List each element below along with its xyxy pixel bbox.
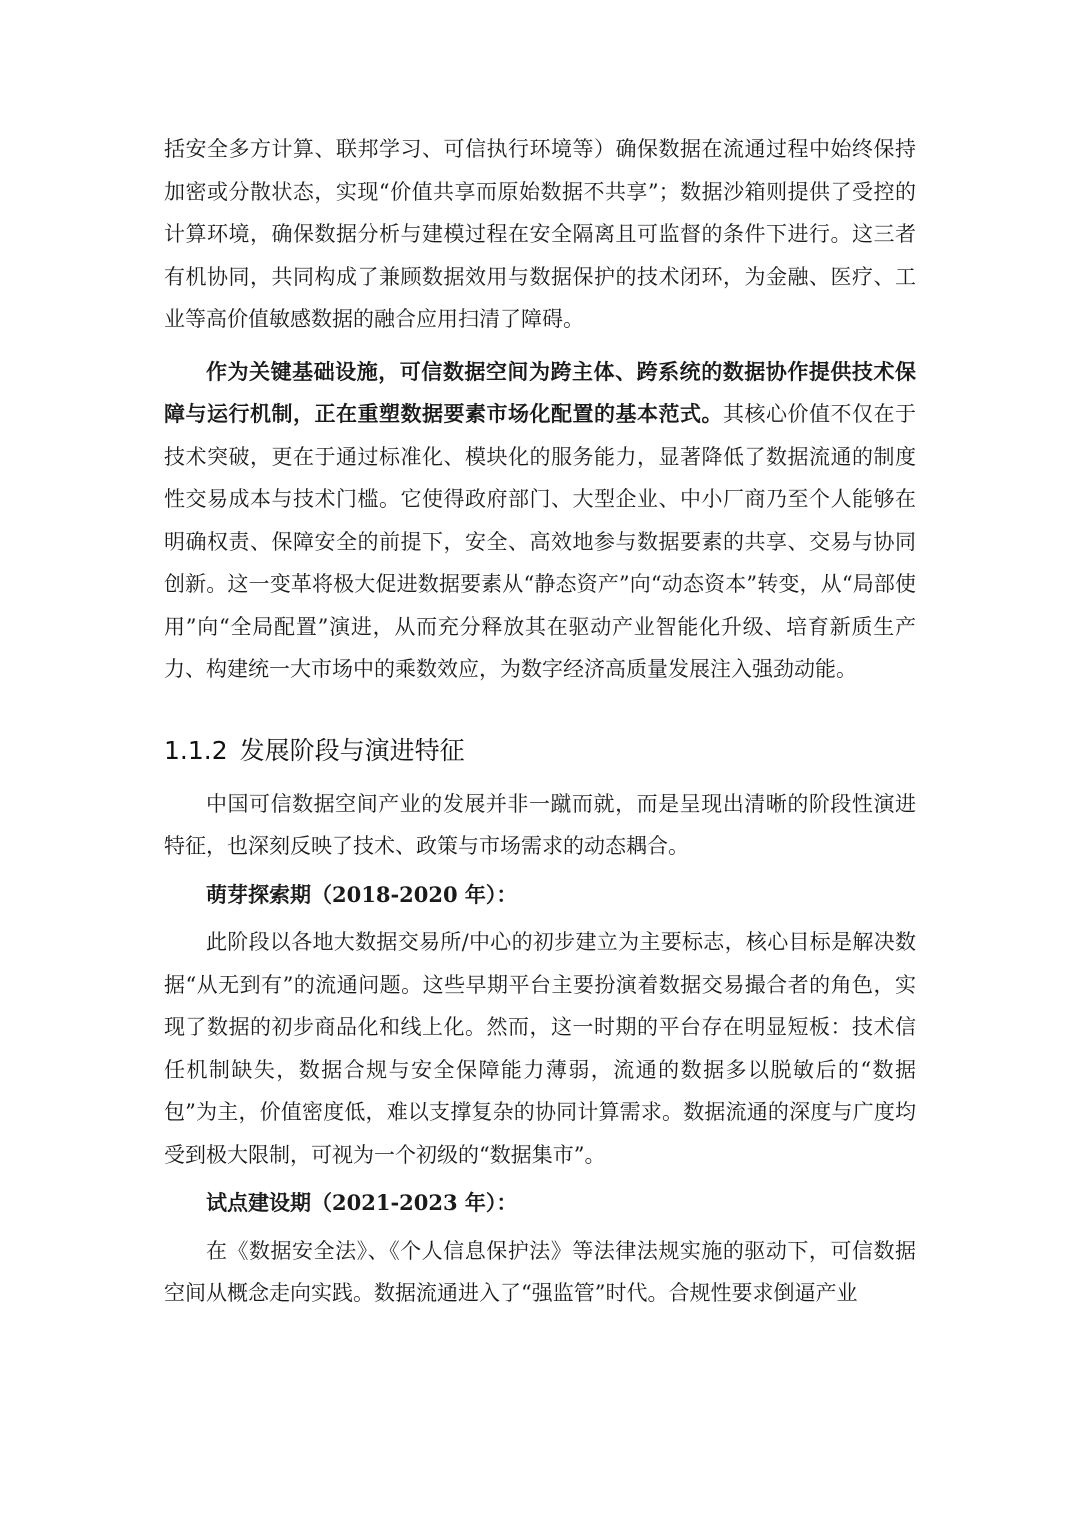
paragraph-continuation: 括安全多方计算、联邦学习、可信执行环境等）确保数据在流通过程中始终保持加密或分散状态，实现“价值共享而原始数据不共享”；数据沙箱则提供了受控的计算环境，确保数据分析与建模过程在安全隔离且可监督的条件下进行。这三者有机协同，共同构成了兼顾数据效用与数据保护的技术闭环，为金融、医疗、工业等高价值敏感数据的融合应用扫清了障碍。 <box>164 137 916 331</box>
phase1-title: 萌芽探索期（2018-2020 年）： <box>206 881 518 907</box>
section-title: 发展阶段与演进特征 <box>239 735 465 765</box>
phase2-body: 在《数据安全法》、《个人信息保护法》等法律法规实施的驱动下，可信数据空间从概念走向实践。数据流通进入了“强监管”时代。合规性要求倒逼产业 <box>164 1238 916 1305</box>
phase2-title: 试点建设期（2021-2023 年）： <box>206 1190 518 1215</box>
document-page <box>164 128 916 1315</box>
section-heading <box>164 731 916 771</box>
section-intro-paragraph: 中国可信数据空间产业的发展并非一蹴而就，而是呈现出清晰的阶段性演进特征，也深刻反映了技术、政策与市场需求的动态耦合。 <box>164 791 916 858</box>
paragraph-core-value-bold: 作为关键基础设施，可信数据空间为跨主体、跨系统的数据协作提供技术保障与运行机制，正在重塑数据要素市场化配置的基本范式。 <box>164 358 916 426</box>
phase1-body: 此阶段以各地大数据交易所/中心的初步建立为主要标志，核心目标是解决数据“从无到有”的流通问题。这些早期平台主要扮演着数据交易撮合者的角色，实现了数据的初步商品化和线上化。然而，这一时期的平台存在明显短板：技术信任机制缺失，数据合规与安全保障能力薄弱，流通的数据多以脱敏后的“数据包”为主，价值密度低，难以支撑复杂的协同计算需求。数据流通的深度与广度均受到极大限制，可视为一个初级的“数据集市”。 <box>164 930 916 1167</box>
paragraph-core-value-rest: 其核心价值不仅在于技术突破，更在于通过标准化、模块化的服务能力，显著降低了数据流通的制度性交易成本与技术门槛。它使得政府部门、大型企业、中小厂商乃至个人能够在明确权责、保障安全的前提下，安全、高效地参与数据要素的共享、交易与协同创新。这一变革将极大促进数据要素从“静态资产”向“动态资本”转变，从“局部使用”向“全局配置”演进，从而充分释放其在驱动产业智能化升级、培育新质生产力、构建统一大市场中的乘数效应，为数字经济高质量发展注入强劲动能。 <box>164 402 916 681</box>
paragraph-core-value <box>164 351 916 691</box>
section-number: 1.1.2 <box>164 735 228 765</box>
